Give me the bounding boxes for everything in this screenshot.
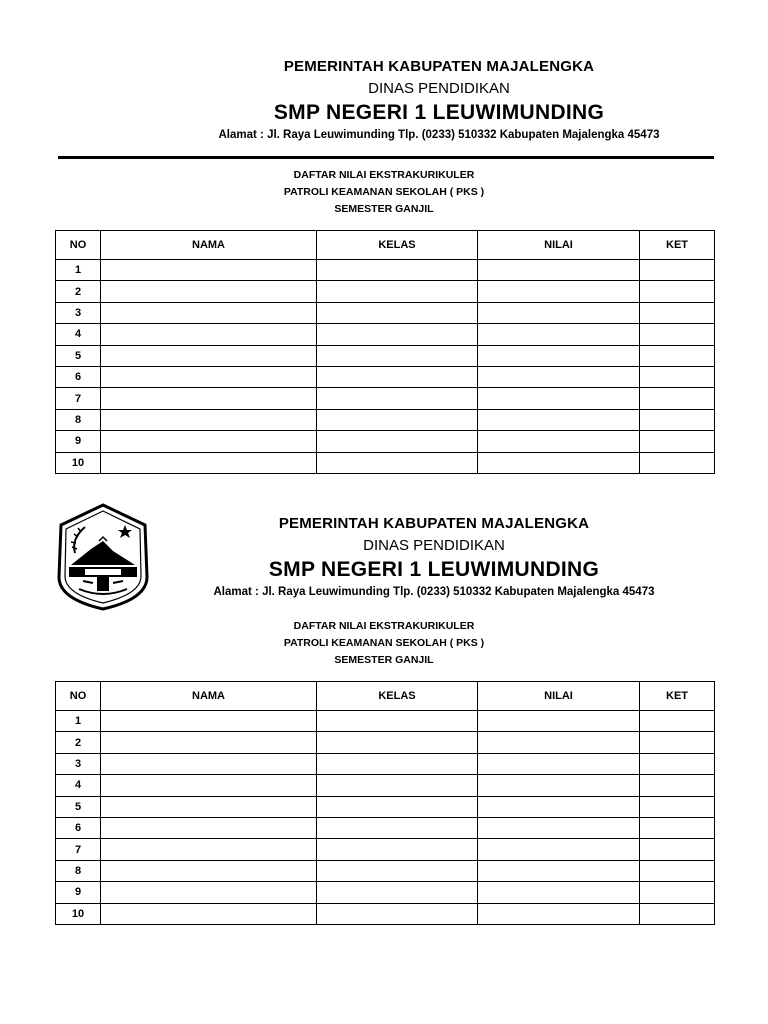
kelas-cell[interactable] <box>317 260 478 281</box>
row-number: 5 <box>56 345 101 366</box>
kelas-cell[interactable] <box>317 903 478 924</box>
ket-cell[interactable] <box>640 711 715 732</box>
ket-cell[interactable] <box>640 302 715 323</box>
table-row <box>56 409 715 430</box>
column-header-no: NO <box>56 682 101 711</box>
department-title: DINAS PENDIDIKAN <box>368 80 510 97</box>
row-number: 10 <box>56 903 101 924</box>
nilai-cell[interactable] <box>478 753 640 774</box>
table-row <box>56 732 715 753</box>
table-row <box>56 796 715 817</box>
nama-cell[interactable] <box>101 775 317 796</box>
form-title: DAFTAR NILAI EKSTRAKURIKULER <box>293 169 475 181</box>
ket-cell[interactable] <box>640 431 715 452</box>
table-row <box>56 324 715 345</box>
form-activity: PATROLI KEAMANAN SEKOLAH ( PKS ) <box>283 186 485 198</box>
nama-cell[interactable] <box>101 431 317 452</box>
table-row <box>56 860 715 881</box>
table-row <box>56 882 715 903</box>
school-address: Alamat : Jl. Raya Leuwimunding Tlp. (0233) 510332 Kabupaten Majalengka 45473 <box>213 586 655 598</box>
kelas-cell[interactable] <box>317 711 478 732</box>
table-row <box>56 302 715 323</box>
grade-table <box>55 230 715 474</box>
grade-table <box>55 681 715 925</box>
nama-cell[interactable] <box>101 839 317 860</box>
nilai-cell[interactable] <box>478 324 640 345</box>
nilai-cell[interactable] <box>478 260 640 281</box>
kelas-cell[interactable] <box>317 839 478 860</box>
row-number: 4 <box>56 324 101 345</box>
ket-cell[interactable] <box>640 839 715 860</box>
kelas-cell[interactable] <box>317 345 478 366</box>
ket-cell[interactable] <box>640 796 715 817</box>
table-row <box>56 431 715 452</box>
table-row <box>56 839 715 860</box>
form-semester: SEMESTER GANJIL <box>334 203 434 215</box>
kelas-cell[interactable] <box>317 882 478 903</box>
row-number: 10 <box>56 452 101 473</box>
table-row <box>56 260 715 281</box>
table-row <box>56 753 715 774</box>
column-header-nama: NAMA <box>101 231 317 260</box>
table-header-row <box>56 231 715 260</box>
nilai-cell[interactable] <box>478 839 640 860</box>
table-row <box>56 388 715 409</box>
kelas-cell[interactable] <box>317 732 478 753</box>
kelas-cell[interactable] <box>317 817 478 838</box>
table-row <box>56 903 715 924</box>
column-header-ket: KET <box>640 231 715 260</box>
kelas-cell[interactable] <box>317 452 478 473</box>
row-number: 2 <box>56 281 101 302</box>
nilai-cell[interactable] <box>478 431 640 452</box>
nama-cell[interactable] <box>101 260 317 281</box>
form-section-1 <box>0 0 768 480</box>
kelas-cell[interactable] <box>317 431 478 452</box>
department-title: DINAS PENDIDIKAN <box>363 537 505 554</box>
ket-cell[interactable] <box>640 452 715 473</box>
row-number: 7 <box>56 388 101 409</box>
ket-cell[interactable] <box>640 860 715 881</box>
column-header-ket: KET <box>640 682 715 711</box>
table-row <box>56 817 715 838</box>
kelas-cell[interactable] <box>317 753 478 774</box>
row-number: 2 <box>56 732 101 753</box>
row-number: 6 <box>56 366 101 387</box>
row-number: 9 <box>56 882 101 903</box>
column-header-nilai: NILAI <box>478 231 640 260</box>
nilai-cell[interactable] <box>478 452 640 473</box>
nama-cell[interactable] <box>101 366 317 387</box>
nilai-cell[interactable] <box>478 345 640 366</box>
nama-cell[interactable] <box>101 324 317 345</box>
nama-cell[interactable] <box>101 409 317 430</box>
nilai-cell[interactable] <box>478 732 640 753</box>
kelas-cell[interactable] <box>317 302 478 323</box>
table-row <box>56 452 715 473</box>
row-number: 6 <box>56 817 101 838</box>
nama-cell[interactable] <box>101 882 317 903</box>
ket-cell[interactable] <box>640 882 715 903</box>
nilai-cell[interactable] <box>478 366 640 387</box>
ket-cell[interactable] <box>640 732 715 753</box>
nama-cell[interactable] <box>101 903 317 924</box>
form-semester: SEMESTER GANJIL <box>334 654 434 666</box>
column-header-nilai: NILAI <box>478 682 640 711</box>
row-number: 7 <box>56 839 101 860</box>
nama-cell[interactable] <box>101 817 317 838</box>
nama-cell[interactable] <box>101 732 317 753</box>
nama-cell[interactable] <box>101 281 317 302</box>
ket-cell[interactable] <box>640 753 715 774</box>
nilai-cell[interactable] <box>478 882 640 903</box>
ket-cell[interactable] <box>640 345 715 366</box>
nilai-cell[interactable] <box>478 302 640 323</box>
ket-cell[interactable] <box>640 260 715 281</box>
regency-emblem-icon <box>55 503 151 611</box>
header-divider <box>58 156 714 159</box>
table-header-row <box>56 682 715 711</box>
nama-cell[interactable] <box>101 388 317 409</box>
row-number: 8 <box>56 860 101 881</box>
row-number: 1 <box>56 711 101 732</box>
kelas-cell[interactable] <box>317 388 478 409</box>
nama-cell[interactable] <box>101 753 317 774</box>
table-row <box>56 775 715 796</box>
kelas-cell[interactable] <box>317 281 478 302</box>
column-header-kelas: KELAS <box>317 682 478 711</box>
nama-cell[interactable] <box>101 345 317 366</box>
ket-cell[interactable] <box>640 388 715 409</box>
row-number: 5 <box>56 796 101 817</box>
nilai-cell[interactable] <box>478 388 640 409</box>
kelas-cell[interactable] <box>317 324 478 345</box>
kelas-cell[interactable] <box>317 366 478 387</box>
row-number: 8 <box>56 409 101 430</box>
form-title: DAFTAR NILAI EKSTRAKURIKULER <box>293 620 475 632</box>
column-header-no: NO <box>56 231 101 260</box>
ket-cell[interactable] <box>640 775 715 796</box>
school-address: Alamat : Jl. Raya Leuwimunding Tlp. (0233) 510332 Kabupaten Majalengka 45473 <box>218 129 660 141</box>
nama-cell[interactable] <box>101 860 317 881</box>
nama-cell[interactable] <box>101 452 317 473</box>
kelas-cell[interactable] <box>317 796 478 817</box>
nilai-cell[interactable] <box>478 903 640 924</box>
nama-cell[interactable] <box>101 302 317 323</box>
column-header-nama: NAMA <box>101 682 317 711</box>
kelas-cell[interactable] <box>317 860 478 881</box>
table-row <box>56 366 715 387</box>
table-row <box>56 281 715 302</box>
ket-cell[interactable] <box>640 324 715 345</box>
nilai-cell[interactable] <box>478 796 640 817</box>
ket-cell[interactable] <box>640 817 715 838</box>
nilai-cell[interactable] <box>478 817 640 838</box>
ket-cell[interactable] <box>640 903 715 924</box>
row-number: 3 <box>56 302 101 323</box>
table-row <box>56 711 715 732</box>
nilai-cell[interactable] <box>478 860 640 881</box>
nilai-cell[interactable] <box>478 281 640 302</box>
kelas-cell[interactable] <box>317 775 478 796</box>
nama-cell[interactable] <box>101 796 317 817</box>
row-number: 9 <box>56 431 101 452</box>
ket-cell[interactable] <box>640 281 715 302</box>
row-number: 1 <box>56 260 101 281</box>
row-number: 4 <box>56 775 101 796</box>
nama-cell[interactable] <box>101 711 317 732</box>
ket-cell[interactable] <box>640 366 715 387</box>
form-activity: PATROLI KEAMANAN SEKOLAH ( PKS ) <box>283 637 485 649</box>
school-title: SMP NEGERI 1 LEUWIMUNDING <box>268 558 600 581</box>
nilai-cell[interactable] <box>478 775 640 796</box>
school-title: SMP NEGERI 1 LEUWIMUNDING <box>273 101 605 124</box>
kelas-cell[interactable] <box>317 409 478 430</box>
government-title: PEMERINTAH KABUPATEN MAJALENGKA <box>283 58 595 75</box>
ket-cell[interactable] <box>640 409 715 430</box>
government-title: PEMERINTAH KABUPATEN MAJALENGKA <box>278 515 590 532</box>
row-number: 3 <box>56 753 101 774</box>
nilai-cell[interactable] <box>478 711 640 732</box>
nilai-cell[interactable] <box>478 409 640 430</box>
column-header-kelas: KELAS <box>317 231 478 260</box>
table-row <box>56 345 715 366</box>
